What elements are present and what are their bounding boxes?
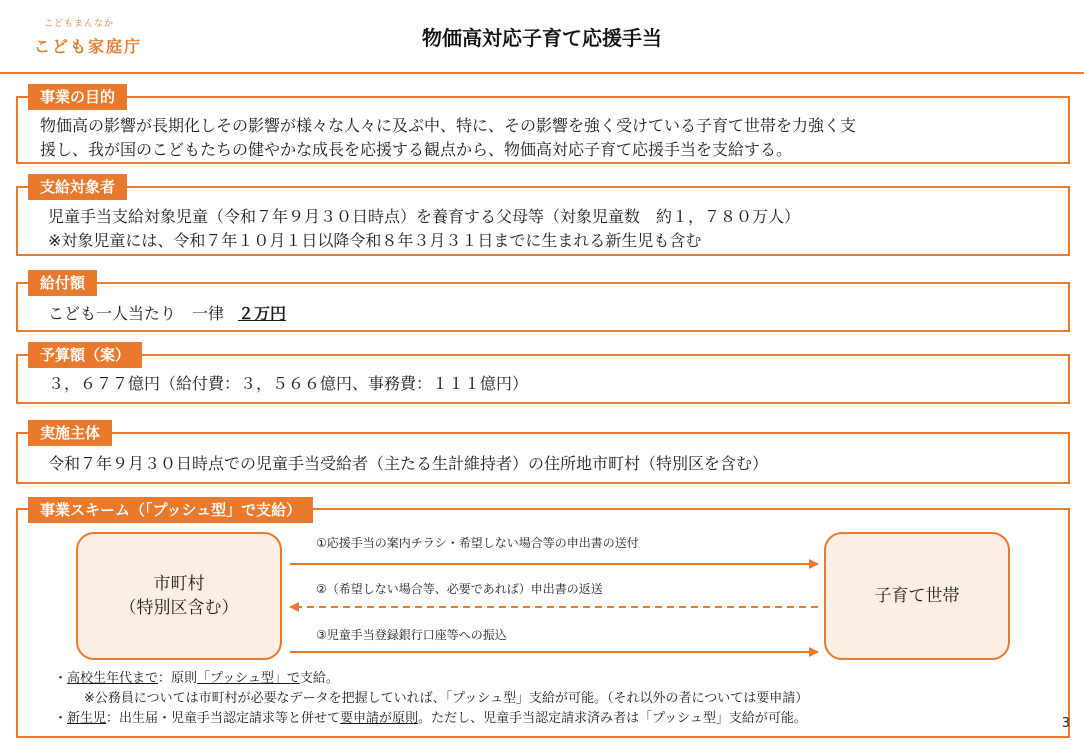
purpose-line-2: 援し、我が国のこどもたちの健やかな成長を応援する観点から、物価高対応子育て応援手当を支給する。 bbox=[40, 140, 793, 159]
municipality-name: 市町村 bbox=[153, 574, 205, 594]
note-bullet: ・ bbox=[54, 711, 68, 726]
implementer-text: 令和７年９月３０日時点での児童手当受給者（主たる生計維持者）の住所地市町村（特別区を含む） bbox=[48, 454, 769, 473]
note-highschool bbox=[54, 669, 339, 689]
note-bullet: ・ bbox=[54, 671, 68, 686]
purpose-line-1: 物価高の影響が長期化しその影響が様々な人々に及ぶ中、特に、その影響を強く受けている子育て世帯を力強く支 bbox=[40, 116, 857, 135]
logo-subtitle: こどもまんなか bbox=[44, 19, 115, 29]
note-push-term: 「プッシュ型」で bbox=[197, 671, 300, 686]
note-highschool-text: ：原則 bbox=[158, 671, 198, 686]
note-highschool-end: 支給。 bbox=[299, 671, 339, 686]
header-divider bbox=[0, 72, 1084, 74]
page-number: 3 bbox=[1061, 716, 1070, 731]
target-line-2: ※対象児童には、令和７年１０月１日以降令和８年３月３１日までに生まれる新生児も含む bbox=[48, 231, 702, 250]
amount-label: 給付額 bbox=[28, 270, 97, 296]
household-box bbox=[824, 532, 1010, 660]
logo-title: こども家庭庁 bbox=[34, 37, 143, 56]
note-public-servant: ※公務員については市町村が必要なデータを把握していれば、「プッシュ型」支給が可能。（それ以外の者については要申請） bbox=[84, 691, 809, 706]
municipality-box bbox=[76, 532, 282, 660]
target-label: 支給対象者 bbox=[28, 174, 127, 200]
purpose-label: 事業の目的 bbox=[28, 84, 127, 110]
scheme-label: 事業スキーム（「プッシュ型」で支給） bbox=[28, 497, 313, 523]
arrow-1-label: ①応援手当の案内チラシ・希望しない場合等の申出書の送付 bbox=[316, 536, 639, 550]
note-newborn bbox=[54, 709, 807, 729]
note-newborn-end: 。ただし、児童手当認定請求済み者は「プッシュ型」支給が可能。 bbox=[418, 711, 807, 726]
note-newborn-term: 新生児 bbox=[67, 711, 107, 726]
implementer-label: 実施主体 bbox=[28, 420, 112, 446]
amount-value: ２万円 bbox=[238, 304, 287, 323]
arrow-2-label: ②（希望しない場合等、必要であれば）申出書の返送 bbox=[316, 582, 603, 596]
amount-text: こども一人当たり 一律 bbox=[48, 304, 225, 323]
household-name: 子育て世帯 bbox=[874, 586, 960, 606]
target-line-1: 児童手当支給対象児童（令和７年９月３０日時点）を養育する父母等（対象児童数 約１，７８０万人） bbox=[48, 207, 801, 226]
budget-text: ３，６７７億円（給付費：３，５６６億円、事務費：１１１億円） bbox=[48, 374, 529, 393]
note-application-term: 要申請が原則 bbox=[340, 711, 419, 726]
budget-label: 予算額（案） bbox=[28, 342, 142, 368]
note-highschool-term: 高校生年代まで bbox=[67, 671, 159, 686]
arrow-3-label: ③児童手当登録銀行口座等への振込 bbox=[316, 628, 507, 642]
municipality-note: （特別区含む） bbox=[119, 598, 239, 618]
amount-line bbox=[48, 302, 286, 326]
note-newborn-text: ：出生届・児童手当認定請求等と併せて bbox=[106, 711, 341, 726]
page-title: 物価高対応子育て応援手当 bbox=[422, 26, 662, 50]
